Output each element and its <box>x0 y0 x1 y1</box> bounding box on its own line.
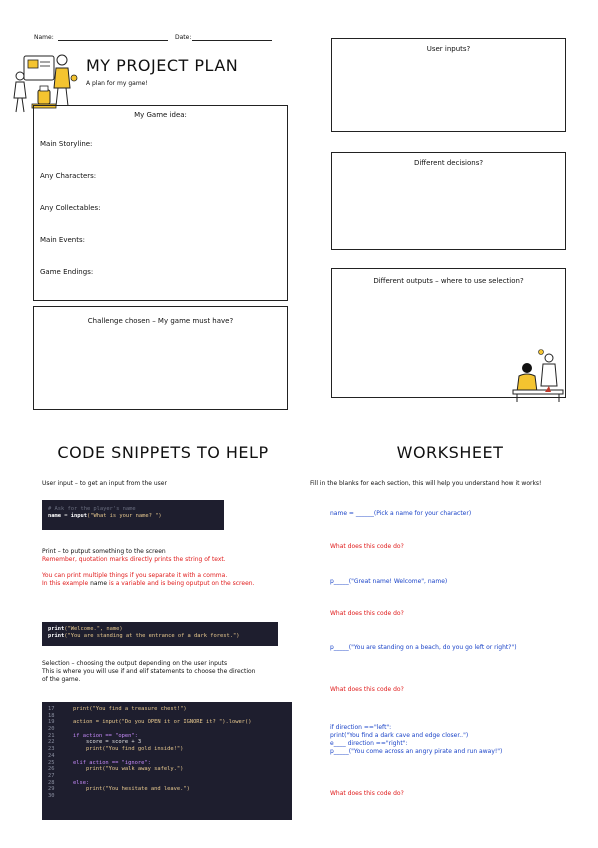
code-line-welcome: print("Welcome.", name) <box>48 626 123 632</box>
selection-description: Selection – choosing the output depending on the user inputs <box>42 660 228 667</box>
code-line-forest: print("You are standing at the entrance of a dark forest.") <box>48 632 240 639</box>
game-idea-title: My Game idea: <box>134 111 187 119</box>
line-number: 19 <box>48 719 55 726</box>
line-number: 25 <box>48 759 55 766</box>
input-description: User input – to get an input from the user <box>42 480 167 487</box>
snippets-heading: CODE SNIPPETS TO HELP <box>57 443 269 462</box>
user-inputs-box[interactable] <box>331 38 566 132</box>
code-text: print("You find gold inside!") <box>60 746 184 753</box>
code-line <box>48 739 286 746</box>
code-text: print("You hesitate and leave.") <box>60 786 190 793</box>
game-idea-box[interactable] <box>33 105 288 301</box>
print-note-comma: You can print multiple things if you separate it with a comma. In this example name is a variable and is being oputput on the screen. <box>42 572 255 587</box>
code-text: print("You walk away safely.") <box>60 766 184 773</box>
decisions-box[interactable] <box>331 152 566 250</box>
code-line <box>48 719 286 726</box>
page-subtitle: A plan for my game! <box>86 80 148 87</box>
code-line <box>48 753 286 760</box>
q3-code[interactable]: p_____("You are standing on a beach, do you go left or right?") <box>330 644 517 651</box>
code-line <box>48 706 286 713</box>
line-number: 23 <box>48 746 55 753</box>
code-text: score = score + 3 <box>60 739 142 746</box>
outputs-title: Different outputs – where to use selection? <box>373 277 524 285</box>
line-number: 27 <box>48 772 55 779</box>
selection-note: This is where you will use if and elif statements to choose the direction of the game. <box>42 668 256 683</box>
field-main-events: Main Events: <box>40 236 85 244</box>
name-label: Name: <box>34 34 54 41</box>
code-line-input: name = input("What is your name? ") <box>48 512 162 519</box>
print-note-quotes: Remember, quotation marks directly prints the string of text. <box>42 556 226 563</box>
code-text: elif action == "ignore": <box>60 759 151 766</box>
page-title: MY PROJECT PLAN <box>86 56 239 75</box>
line-number: 24 <box>48 752 55 759</box>
q1-question: What does this code do? <box>330 543 404 550</box>
challenge-box[interactable] <box>33 306 288 410</box>
code-line <box>48 766 286 773</box>
code-comment: # Ask for the player's name <box>48 506 136 512</box>
q4-question: What does this code do? <box>330 790 404 797</box>
print-description: Print – to putput something to the screen <box>42 548 166 555</box>
name-line[interactable] <box>58 40 168 41</box>
line-number: 17 <box>48 706 55 712</box>
code-line <box>48 726 286 733</box>
field-game-endings: Game Endings: <box>40 268 94 276</box>
code-line <box>48 746 286 753</box>
desk-illustration-icon <box>505 346 571 402</box>
q3-question: What does this code do? <box>330 686 404 693</box>
q2-question: What does this code do? <box>330 610 404 617</box>
line-number: 29 <box>48 786 55 793</box>
challenge-title: Challenge chosen – My game must have? <box>87 317 234 325</box>
code-line <box>48 793 286 800</box>
q1-code[interactable]: name = ______(Pick a name for your character) <box>330 510 472 517</box>
line-number: 28 <box>48 779 55 786</box>
field-main-storyline: Main Storyline: <box>40 140 93 148</box>
line-number: 26 <box>48 766 55 773</box>
input-code-block <box>42 500 224 530</box>
line-number: 22 <box>48 739 55 746</box>
code-line <box>48 773 286 780</box>
line-number: 21 <box>48 732 55 739</box>
code-line <box>48 786 286 793</box>
code-line <box>48 760 286 767</box>
line-number: 20 <box>48 726 55 733</box>
field-any-collectables: Any Collectables: <box>40 204 101 212</box>
code-text: if action == "open": <box>60 732 138 739</box>
worksheet-heading: WORKSHEET <box>396 443 504 462</box>
code-text: else: <box>60 779 90 786</box>
worksheet-intro: Fill in the blanks for each section, this will help you understand how it works! <box>310 480 542 487</box>
decisions-title: Different decisions? <box>413 159 484 167</box>
print-code-block <box>42 622 278 646</box>
date-line[interactable] <box>192 40 272 41</box>
code-line <box>48 780 286 787</box>
field-any-characters: Any Characters: <box>40 172 97 180</box>
code-text: action = input("Do you OPEN it or IGNORE it? ").lower() <box>60 719 252 726</box>
code-line <box>48 733 286 740</box>
line-number: 30 <box>48 792 55 799</box>
user-inputs-title: User inputs? <box>426 45 471 53</box>
selection-code-block <box>42 702 292 820</box>
line-number: 18 <box>48 712 55 719</box>
date-label: Date: <box>175 34 192 41</box>
q4-code[interactable]: if direction =="left": print("You find a dark cave and edge closer..") e____ direction =="right": p_____("You come across an angry pirate and run away!") <box>330 724 503 755</box>
code-text: print("You find a treasure chest!") <box>60 706 187 712</box>
code-line <box>48 713 286 720</box>
q2-code[interactable]: p_____("Great name! Welcome", name) <box>330 578 448 585</box>
